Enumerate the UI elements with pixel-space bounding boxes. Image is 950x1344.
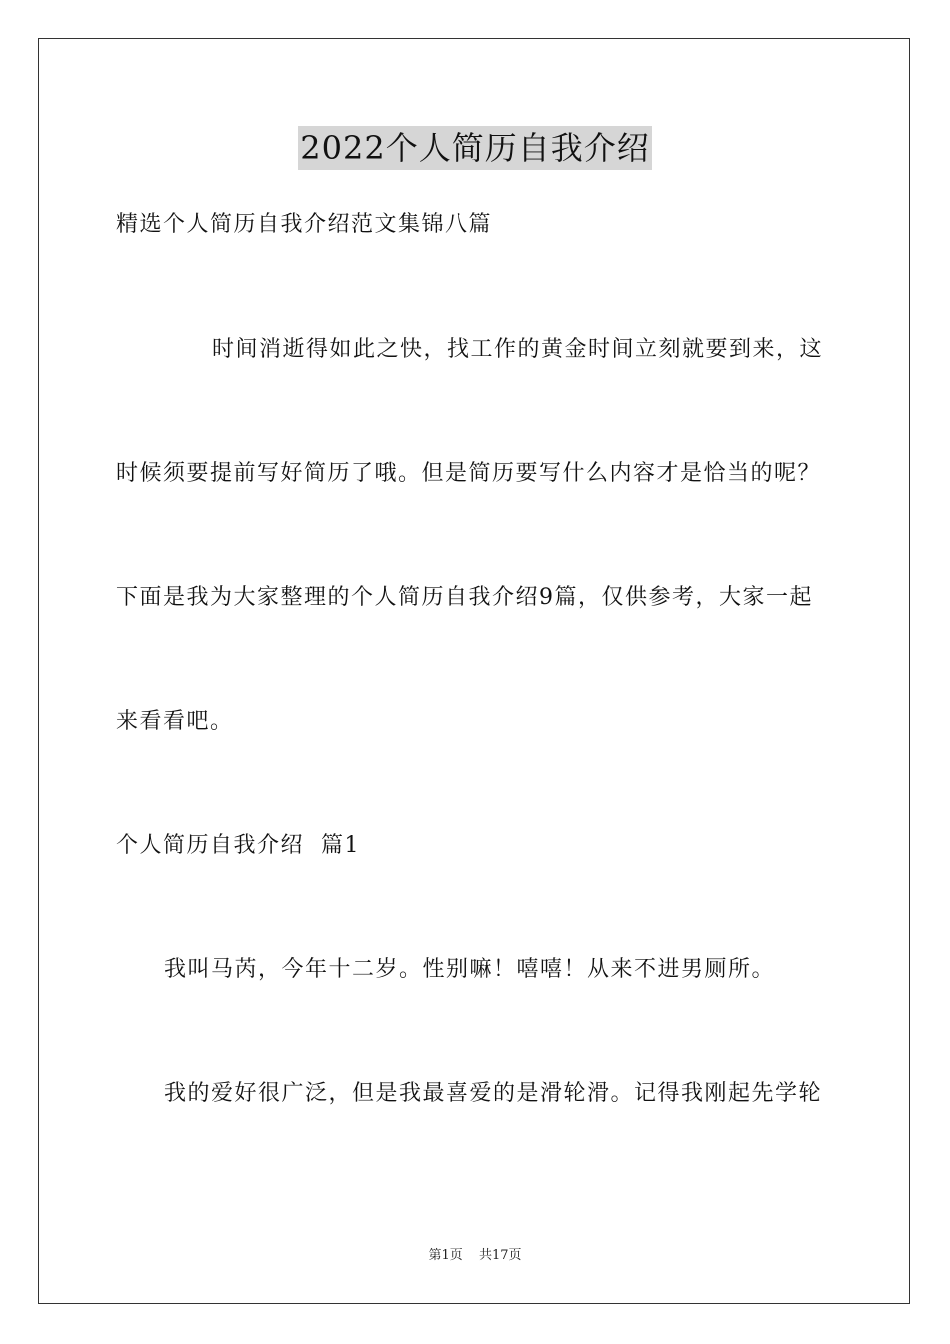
paragraph-3: 我的爱好很广泛，但是我最喜爱的是滑轮滑。记得我刚起先学轮	[164, 1081, 823, 1106]
paragraph-1-line-4: 来看看吧。	[116, 709, 234, 734]
title-container	[0, 126, 950, 170]
paragraph-1-line-2: 时候须要提前写好简历了哦。但是简历要写什么内容才是恰当的呢？	[116, 461, 822, 486]
document-subtitle: 精选个人简历自我介绍范文集锦八篇	[116, 212, 493, 237]
document-title: 2022个人简历自我介绍	[298, 126, 651, 170]
page-number: 第1页	[428, 1248, 463, 1263]
total-pages: 共17页	[478, 1248, 522, 1263]
paragraph-1-line-1: 时间消逝得如此之快，找工作的黄金时间立刻就要到来，这	[212, 337, 824, 362]
paragraph-1-line-3: 下面是我为大家整理的个人简历自我介绍9篇，仅供参考，大家一起	[116, 585, 813, 610]
paragraph-2: 我叫马芮，今年十二岁。性别嘛！嘻嘻！从来不进男厕所。	[164, 957, 776, 982]
section-heading: 个人简历自我介绍 篇1	[116, 833, 360, 858]
page-footer	[0, 1247, 950, 1265]
